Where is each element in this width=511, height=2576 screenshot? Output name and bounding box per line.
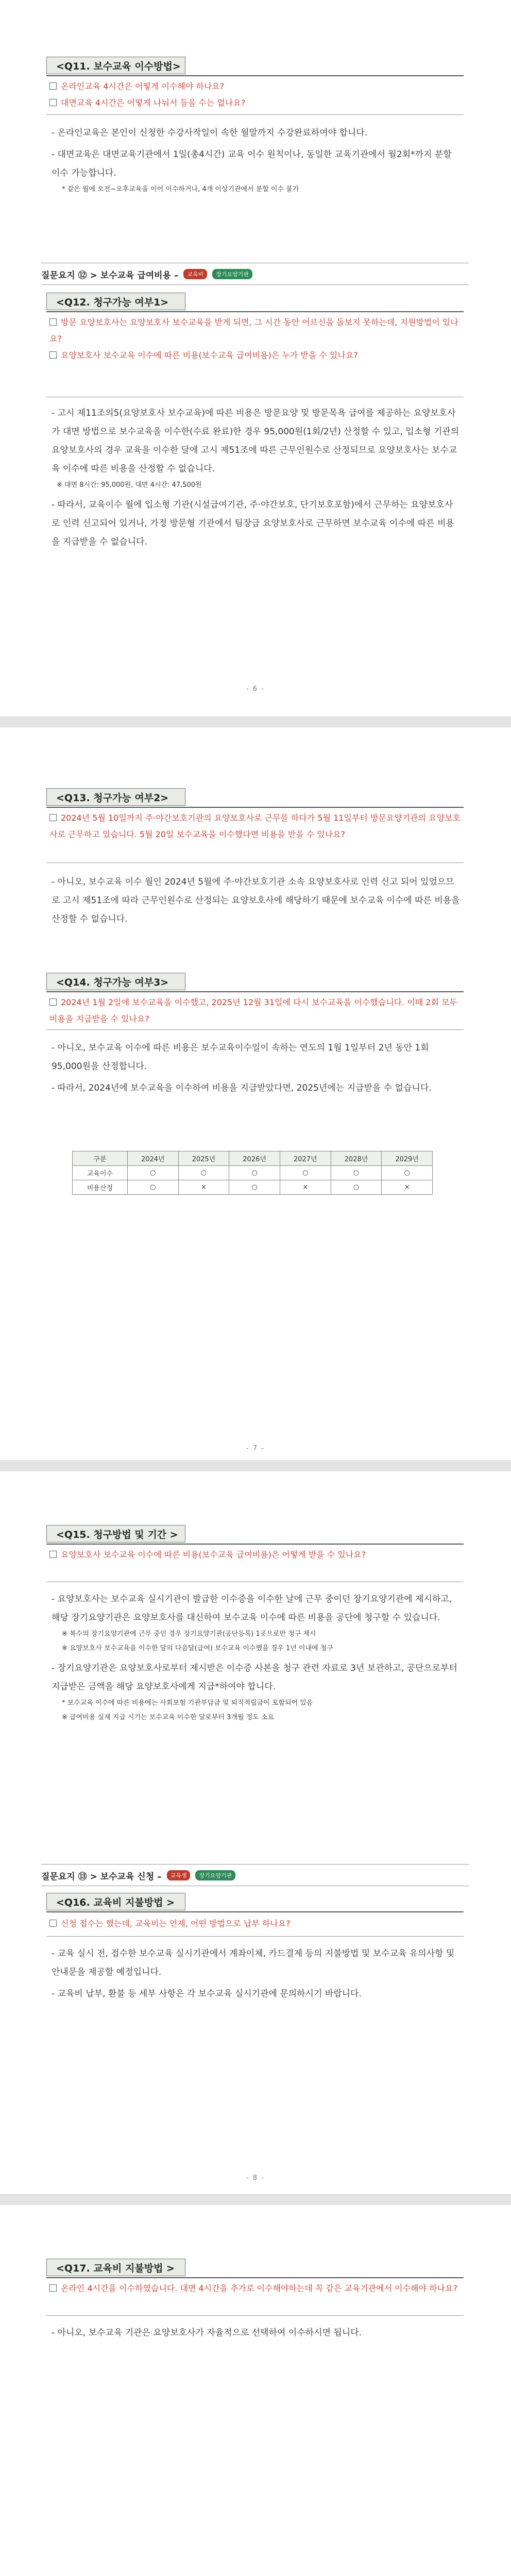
table-header-row (73, 1151, 433, 1166)
section-heading-13 (41, 1866, 469, 1885)
q12-question-2: 요양보호사 보수교육 이수에 따른 비용(보수교육 급여비용)은 누가 받을 수 있나요? (49, 347, 462, 364)
q12-note: ※ 대면 8시간: 95,000원, 대면 4시간: 47,500원 (57, 481, 202, 489)
q12-question-1: 방문 요양보호사는 요양보호사 보수교육을 받게 되면, 그 시간 동안 어르신을 돌보지 못하는데, 지원방법이 있나요? (49, 317, 458, 344)
q11-question-1: 온라인교육 4시간은 어떻게 이수해야 하나요? (49, 78, 462, 95)
checkbox-icon (49, 82, 57, 90)
table-cell: × (382, 1180, 433, 1195)
q17-answer-1: - 아니오, 보수교육 기관은 요양보호사가 자율적으로 선택하여 이수하시면 됩니다. (52, 2328, 362, 2338)
table-cell: ○ (331, 1180, 382, 1195)
q14-questions (49, 994, 462, 1027)
checkbox-icon (49, 814, 57, 821)
q15-answer-1: - 요양보호사는 보수교육 실시기관이 발급한 이수증을 이수한 날에 근무 중이던 장기요양기관에 제시하고, 해당 장기요양기관은 요양보호사를 대신하여 보수교육 이수에 따른 비용을 공단에 청구할 수 있습니다. (52, 1594, 452, 1623)
q17-answers (52, 2324, 461, 2342)
q14-answer-1: - 아니오, 보수교육 이수에 따른 비용은 보수교육이수일이 속하는 연도의 1월 1일부터 2년 동안 1회 95,000원을 산정합니다. (52, 1043, 429, 1072)
checkbox-icon (49, 998, 57, 1006)
q17-divider (46, 2277, 464, 2278)
checkbox-icon (49, 1920, 57, 1927)
q17-question-1: 온라인 4시간을 이수하였습니다. 대면 4시간을 추가로 이수해야하는데 꼭 같은 교육기관에서 이수해야 하나요? (49, 2280, 462, 2297)
q17-title: <Q17. 교육비 지불방법 > (46, 2259, 185, 2276)
page-number-7: - 7 - (246, 1445, 265, 1452)
page-separator (0, 716, 511, 727)
tag-trainee: 교육생 (167, 1870, 191, 1880)
q13-divider-2 (46, 862, 464, 863)
checkbox-icon (49, 1551, 57, 1558)
table-header: 2026년 (229, 1151, 280, 1166)
q12-divider (46, 311, 464, 312)
q15-note-3: * 보수교육 이수에 따른 비용에는 사회보험 기관부담금 및 퇴직적립금이 포함되어 있음 (62, 1699, 313, 1707)
q13-questions (49, 810, 462, 843)
table-row (73, 1166, 433, 1180)
q11-divider-2 (46, 114, 464, 115)
checkbox-icon (49, 99, 57, 106)
q14-divider-2 (46, 1029, 464, 1030)
q12-answer-2: - 따라서, 교육이수 월에 입소형 기관(시설급여기관, 주·야간보호, 단기보호포함)에서 근무하는 요양보호사로 인력 신고되어 있거나, 가정 방문형 기관에서 팀장급 요양보호사로 근무하면 보수교육 이수에 따른 비용을 지급받을 수 없습니다. (52, 500, 454, 547)
table-cell: ○ (280, 1166, 331, 1180)
q13-answers (52, 873, 461, 928)
table-cell: ○ (331, 1166, 382, 1180)
table-header: 2024년 (127, 1151, 178, 1166)
checkbox-icon (49, 318, 57, 326)
table-cell: ○ (382, 1166, 433, 1180)
schedule-table (72, 1151, 433, 1195)
q13-divider (46, 807, 464, 808)
q11-answer-2: - 대면교육은 대면교육기관에서 1일(총4시간) 교육 이수 원칙이나, 동일한 교육기관에서 월2회*까지 분할 이수 가능합니다. (52, 149, 452, 178)
q13-title: <Q13. 청구가능 여부2> (46, 788, 185, 806)
table-cell: 비용산정 (73, 1180, 128, 1195)
q15-note-4: ※ 급여비용 실제 지급 시기는 보수교육 이수한 달로부터 3개월 정도 소요 (62, 1714, 275, 1721)
page-separator (0, 1460, 511, 1471)
page-number-6: - 6 - (246, 685, 265, 693)
q16-answer-2: - 교육비 납부, 환불 등 세부 사항은 각 보수교육 실시기관에 문의하시기 바랍니다. (52, 1989, 362, 1999)
q11-questions (49, 78, 462, 111)
checkbox-icon (49, 2284, 57, 2292)
page-9 (0, 2205, 511, 2576)
page-6 (0, 0, 511, 701)
section-heading-12 (41, 265, 469, 283)
tag-care-facility: 장기요양기관 (212, 269, 252, 279)
tag-care-facility: 장기요양기관 (195, 1870, 235, 1880)
q11-answer-1: - 온라인교육은 본인이 신청한 수강사작일이 속한 월말까지 수강완료하여야 합니다. (52, 128, 368, 138)
section-top-line (41, 1864, 469, 1865)
q15-question-1: 요양보호사 보수교육 이수에 따른 비용(보수교육 급여비용)은 어떻게 받을 수 있나요? (49, 1547, 462, 1563)
q16-divider-2 (46, 1936, 464, 1937)
q12-title: <Q12. 청구가능 여부1> (46, 293, 185, 310)
q14-answer-2: - 따라서, 2024년에 보수교육을 이수하여 비용을 지급받았다면, 2025년에는 지급받을 수 없습니다. (52, 1083, 432, 1093)
q14-question-1: 2024년 1월 2일에 보수교육을 이수했고, 2025년 12월 31일에 다시 보수교육을 이수했습니다. 이때 2회 모두 비용을 지급받을 수 있나요? (49, 997, 457, 1024)
q16-questions (49, 1916, 462, 1932)
table-header: 2028년 (331, 1151, 382, 1166)
q17-divider-2 (46, 2315, 464, 2316)
q15-answers (52, 1590, 461, 1725)
q15-answer-2: - 장기요양기관은 요양보호사로부터 제시받은 이수증 사본을 청구 관련 자료로 3년 보관하고, 공단으로부터 지급받은 금액을 해당 요양보호사에게 지급*하여야 합니다. (52, 1663, 457, 1692)
q16-question-1: 신청 접수는 했는데, 교육비는 언제, 어떤 방법으로 납부 하나요? (49, 1916, 462, 1932)
q13-question-1: 2024년 5월 10일까지 주·야간보호기관의 요양보호사로 근무를 하다가 5월 11일부터 방문요양기관의 요양보호사로 근무하고 있습니다. 5월 20일 보수교육을 이수했다면 비용을 받을 수 있나요? (49, 813, 461, 839)
table-header: 2029년 (382, 1151, 433, 1166)
table-header: 2025년 (178, 1151, 229, 1166)
q14-title: <Q14. 청구가능 여부3> (46, 973, 185, 990)
q17-questions (49, 2280, 462, 2297)
page-separator (0, 2194, 511, 2205)
page-7 (0, 727, 511, 1459)
q14-divider (46, 991, 464, 992)
q12-answers (52, 404, 461, 551)
table-cell: 교육이수 (73, 1166, 128, 1180)
page-number-8: - 8 - (246, 2174, 265, 2182)
table-row (73, 1180, 433, 1195)
q15-title: <Q15. 청구방법 및 기간 > (46, 1525, 185, 1543)
q11-answers (52, 124, 461, 197)
q15-note-1: ※ 복수의 장기요양기관에 근무 중인 경우 장기요양기관(공단등록) 1곳으로만 청구 제시 (62, 1630, 316, 1638)
q16-answers (52, 1944, 461, 2003)
page-8 (0, 1471, 511, 2193)
q13-answer-1: - 아니오, 보수교육 이수 월인 2024년 5월에 주·야간보호기관 소속 요양보호사로 인력 신고 되어 있었으므로 고시 제51조에 따라 근무인원수로 산정되는 요양보호사에 해당하기 때문에 보수교육 이수에 따른 비용을 산정할 수 없습니다. (52, 877, 460, 924)
q15-divider (46, 1544, 464, 1545)
q16-title: <Q16. 교육비 지불방법 > (46, 1893, 185, 1910)
q11-divider (46, 75, 464, 76)
table-cell: ○ (178, 1166, 229, 1180)
q12-answer-1: - 고시 제11조의5(요양보호사 보수교육)에 따른 비용은 방문요양 및 방문목욕 급여를 제공하는 요양보호사가 대면 방법으로 보수교육을 이수한(수료 완료)한 경우 95,000원(1회/2년) 산정할 수 있고, 입소형 기관의 요양보호사의 경우 교육을 이수한 달에 고시 제51조에 따른 근무인원수로 산정되므로 요양보호사는 보수교육 이수에 따른 비용을 산정할 수 없습니다. (52, 408, 459, 474)
table-header: 2027년 (280, 1151, 331, 1166)
q16-answer-1: - 교육 실시 전, 접수한 보수교육 실시기관에서 계좌이체, 카드결제 등의 지불방법 및 보수교육 유의사항 및 안내문을 제공할 예정입니다. (52, 1948, 455, 1977)
table-cell: ○ (229, 1166, 280, 1180)
section-label: 질문요지 ⑫ > 보수교육 급여비용 – (41, 270, 179, 281)
q15-questions (49, 1547, 462, 1563)
q15-note-2: ※ 요양보호사 보수교육을 이수한 달의 다음달(급여) 보수교육 이수했을 경우 1년 이내에 청구 (62, 1645, 333, 1652)
q11-note: * 같은 월에 오전~오후교육을 이어 이수하거나, 4개 이상기관에서 분할 이수 불가 (62, 185, 299, 193)
q14-answers (52, 1039, 461, 1097)
q11-question-2: 대면교육 4시간은 어떻게 나눠서 들을 수는 없나요? (49, 95, 462, 111)
table-header: 구분 (73, 1151, 128, 1166)
section-bottom-line (41, 284, 469, 285)
table-cell: × (178, 1180, 229, 1195)
table-cell: × (280, 1180, 331, 1195)
section-label: 질문요지 ⑬ > 보수교육 신청 – (41, 1871, 162, 1882)
table-cell: ○ (229, 1180, 280, 1195)
q16-divider (46, 1911, 464, 1912)
checkbox-icon (49, 351, 57, 359)
q11-title: <Q11. 보수교육 이수방법> (46, 57, 185, 74)
table-cell: ○ (127, 1166, 178, 1180)
table-cell: ○ (127, 1180, 178, 1195)
tag-education-fee: 교육비 (183, 269, 207, 279)
q12-questions (49, 314, 462, 364)
